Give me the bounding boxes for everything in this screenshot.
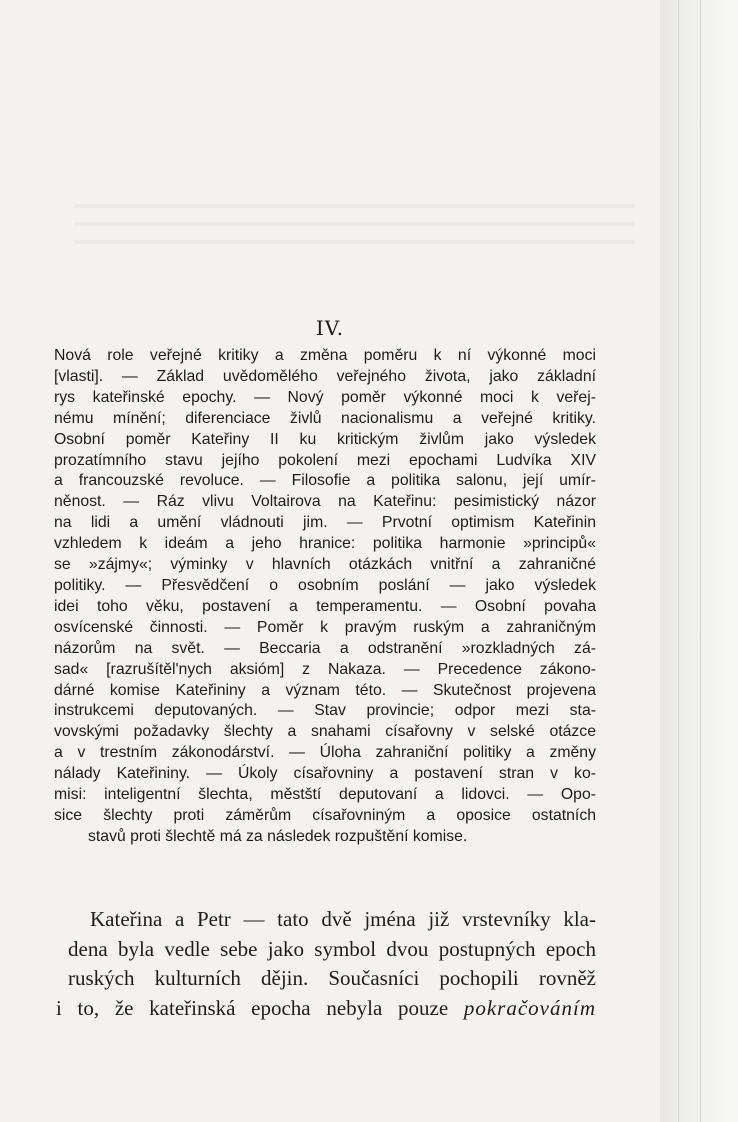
summary-line: vzhledem k ideám a jeho hranice: politika harmonie »principů« — [54, 535, 596, 553]
page-edge-shadow — [660, 0, 738, 1122]
summary-line: [vlasti]. — Základ uvědomělého veřejného života, jako základní — [54, 367, 596, 385]
summary-line: a francouzské revoluce. — Filosofie a politika salonu, její umír- — [54, 472, 596, 490]
summary-line: něnost. — Ráz vlivu Voltairova na Kateřinu: pesimistický názor — [54, 493, 596, 511]
show-through-text — [75, 190, 635, 250]
summary-line: Nová role veřejné kritiky a změna poměru k ní výkonné moci — [54, 347, 596, 364]
summary-line: Osobní poměr Kateřiny II ku kritickým živlům jako výsledek — [54, 430, 596, 448]
summary-line: osvícenské činnosti. — Poměr k pravým ruským a zahraničným — [54, 618, 596, 636]
summary-line: nálady Kateřininy. — Úkoly císařovniny a postavení stran v ko- — [54, 765, 596, 783]
summary-line: misi: inteligentní šlechta, městští deputovaní a lidovci. — Opo- — [54, 786, 596, 804]
body-line: ruských kulturních dějin. Současníci pochopili rovněž — [68, 966, 596, 990]
summary-line: se »zájmy«; výminky v hlavních otázkách vnitřní a zahraničné — [54, 556, 596, 574]
body-line: Kateřina a Petr — tato dvě jména již vrstevníky kla- — [90, 907, 596, 931]
summary-line: vovskými požadavky šlechty a snahami císařovny v selské otázce — [54, 723, 596, 741]
summary-line: instrukcemi deputovaných. — Stav provincie; odpor mezi sta- — [54, 702, 596, 720]
summary-line: a v trestním zákonodárství. — Úloha zahraniční politiky a změny — [54, 744, 596, 762]
page-edge-line — [678, 0, 679, 1122]
summary-line: názorům na svět. — Beccaria a odstranění »rozkladných zá- — [54, 639, 596, 657]
summary-line: rys kateřinské epochy. — Nový poměr výkonné moci k veřej- — [54, 388, 596, 406]
body-line-text: i to, že kateřinská epocha nebyla pouze — [56, 995, 449, 1020]
summary-line: politiky. — Přesvědčení o osobním poslání — jako výsledek — [54, 576, 596, 594]
summary-line: sad« [razrušítěl'nych aksióm] z Nakaza. — Precedence zákono- — [54, 660, 596, 678]
emphasized-word: pokračováním — [463, 995, 596, 1020]
summary-line: sice šlechty proti záměrům císařovniným a oposice ostatních — [54, 806, 596, 824]
summary-line: prozatímního stavu jejího pokolení mezi epochami Ludvíka XIV — [54, 451, 596, 469]
summary-line: na lidi a umění vládnouti jim. — Prvotní optimism Kateřinin — [54, 514, 596, 532]
body-paragraph — [46, 905, 596, 1023]
summary-line: nému mínění; diferenciace živlů nacionalismu a veřejné kritiky. — [54, 409, 596, 427]
body-line — [46, 994, 596, 1024]
chapter-summary — [54, 346, 596, 848]
chapter-heading: IV. — [315, 316, 345, 340]
body-line: dena byla vedle sebe jako symbol dvou postupných epoch — [68, 936, 596, 961]
summary-line: dárné komise Kateřininy a význam této. — Skutečnost projevena — [54, 681, 596, 699]
summary-line: stavů proti šlechtě má za následek rozpuštění komise. — [88, 827, 468, 845]
summary-line: idei toho věku, postavení a temperamentu. — Osobní povaha — [54, 597, 596, 615]
page-edge-line — [700, 0, 701, 1122]
